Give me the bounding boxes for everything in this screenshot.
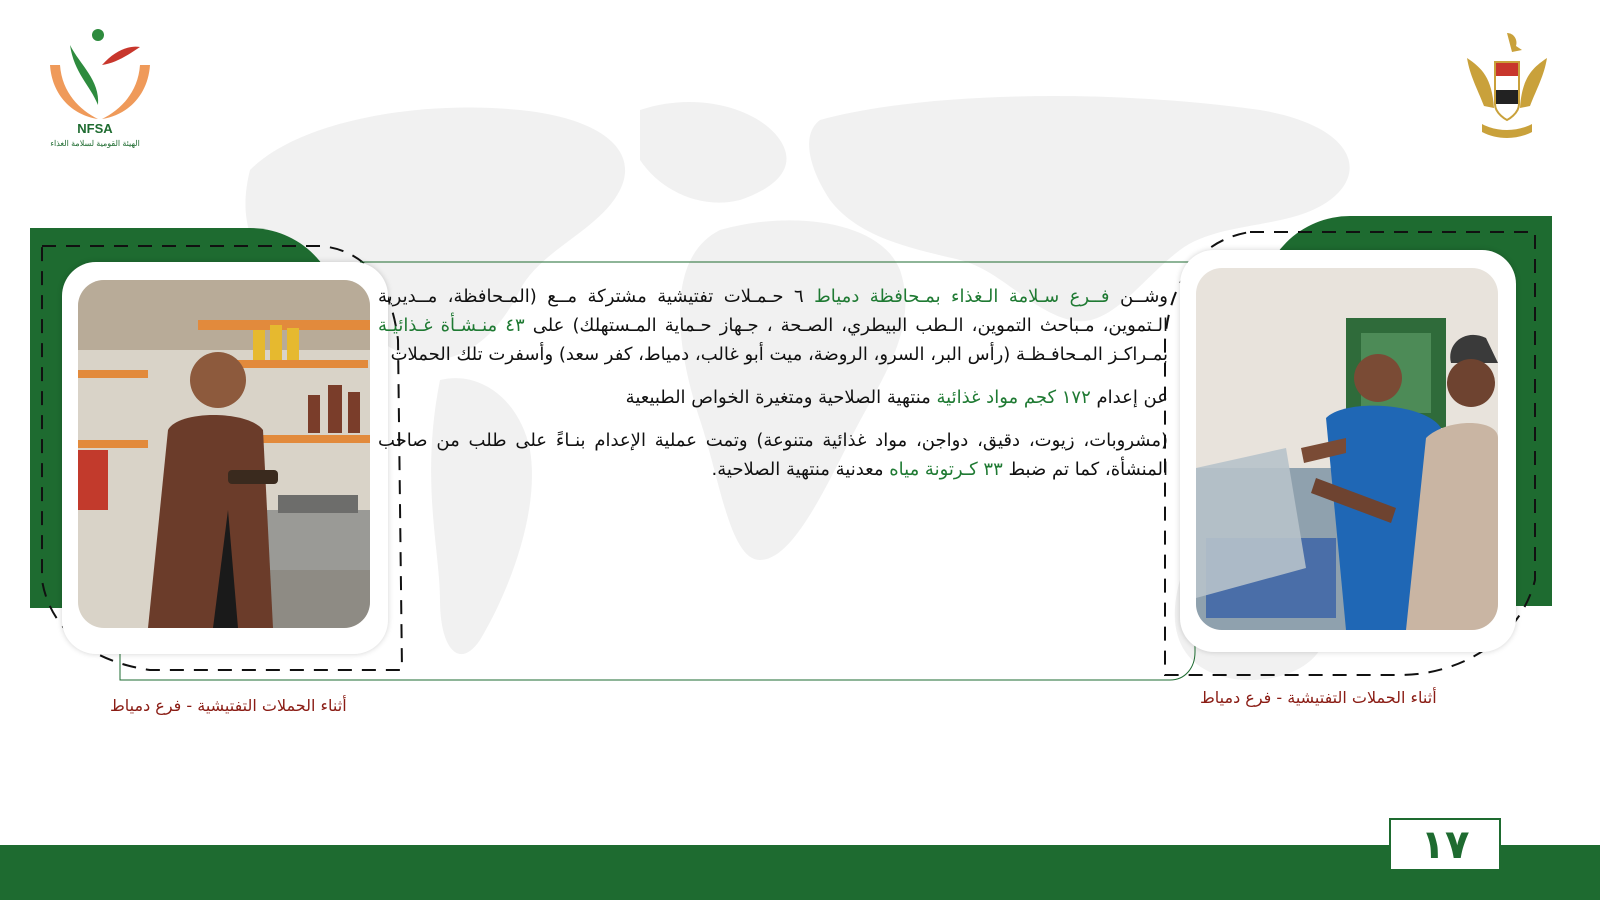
description-text (378, 282, 1168, 582)
highlighted-text: ٤٣ منـشـأة غـذائيـة (378, 315, 525, 336)
inspectors-checking-freezer-photo (1196, 268, 1498, 630)
paragraph-campaigns (378, 282, 1168, 369)
inspector-checking-product-photo (78, 280, 370, 628)
text-segment: ٦ حـمـلات تفتيشية مشتركة مــع (المـحافظة، مــديرية الـتموين، مـباحث التموين، الـطب البيطري، الصـحة ، جـهاز حـماية المـستهلك) على (378, 286, 1168, 336)
right-inspection-photo (1196, 268, 1498, 630)
highlighted-text: ١٧٢ كجم مواد غذائية (936, 387, 1091, 408)
text-segment: وشــن (1109, 286, 1168, 307)
text-segment: عن إعدام (1090, 387, 1168, 408)
highlighted-text: ٣٣ كـرتونة مياه (889, 459, 1003, 480)
nfsa-acronym: NFSA (77, 121, 113, 136)
page-number-box (1389, 818, 1501, 871)
footer-bar (0, 845, 1600, 900)
highlighted-text: فــرع سـلامة الـغذاء بمـحافظة دمياط (814, 286, 1110, 307)
text-segment: بمـراكـز المـحافـظـة (رأس البر، السرو، الروضة، ميت أبو غالب، دمياط، كفر سعد) وأسفرت تلك الحملات (390, 344, 1168, 365)
paragraph-destruction (378, 383, 1168, 412)
right-photo-caption: أثناء الحملات التفتيشية - فرع دمياط (1200, 688, 1437, 707)
page-number: ١٧ (1420, 821, 1470, 868)
text-segment: منتهية الصلاحية ومتغيرة الخواص الطبيعية (625, 387, 937, 408)
text-segment: (مشروبات، زيوت، دقيق، دواجن، مواد غذائية متنوعة) وتمت عملية الإعدام بنـاءً على طلب من صاحب المنشأة، كما تم ضبط (378, 430, 1168, 480)
nfsa-arabic-name: الهيئة القومية لسلامة الغذاء (50, 139, 140, 148)
paragraph-items (378, 426, 1168, 484)
text-segment: معدنية منتهية الصلاحية. (711, 459, 890, 480)
left-photo-caption: أثناء الحملات التفتيشية - فرع دمياط (110, 696, 347, 715)
left-inspection-photo (78, 280, 370, 628)
